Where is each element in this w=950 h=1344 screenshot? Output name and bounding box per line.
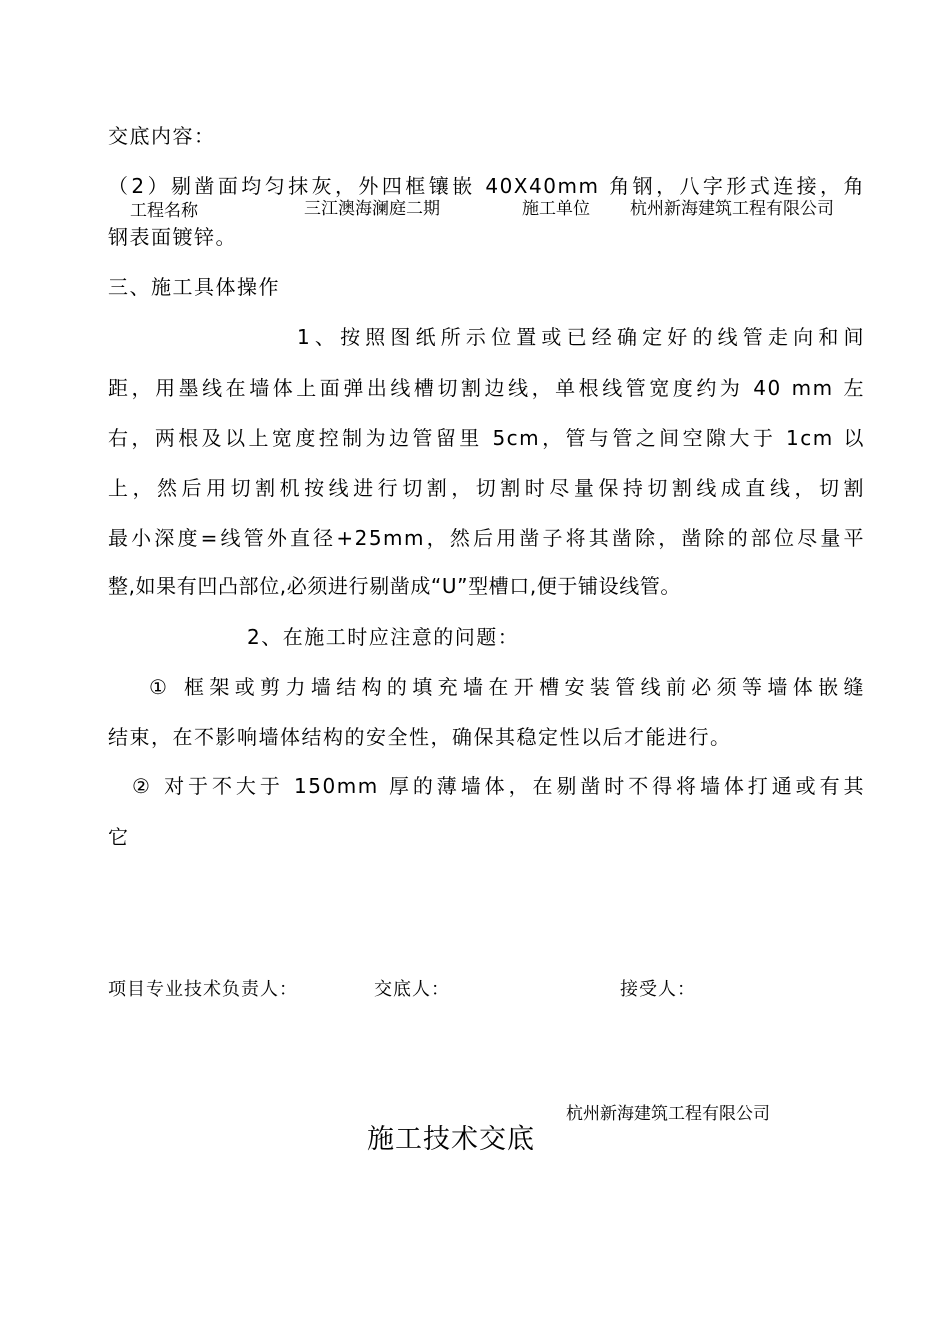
step-1-line-4: 上，然后用切割机按线进行切割，切割时尽量保持切割线成直线，切割 [108, 476, 865, 500]
footer-company-name: 杭州新海建筑工程有限公司 [566, 1104, 770, 1123]
paragraph-2-line-1: （2）剔凿面均匀抹灰，外四框镶嵌 40X40mm 角钢，八字形式连接，角 [108, 174, 865, 198]
paragraph-2-line-2: 钢表面镀锌。 [108, 225, 237, 249]
step-1-line-2: 距，用墨线在墙体上面弹出线槽切割边线，单根线管宽度约为 40 mm 左 [108, 376, 865, 400]
tech-lead-signature-label: 项目专业技术负责人： [108, 979, 298, 1000]
receiver-signature-label: 接受人： [620, 979, 696, 1000]
section-3-heading: 三、施工具体操作 [108, 275, 280, 299]
item-2-line-2: 它 [108, 825, 130, 849]
step-2-heading: 2、在施工时应注意的问题： [247, 625, 520, 649]
contractor-value: 杭州新海建筑工程有限公司 [630, 199, 834, 218]
content-heading: 交底内容： [108, 124, 216, 148]
step-1-line-1: 1、按照图纸所示位置或已经确定好的线管走向和间 [297, 325, 865, 349]
step-1-line-6: 整,如果有凹凸部位,必须进行剔凿成“U”型槽口,便于铺设线管。 [108, 574, 682, 598]
item-1-line-1: ① 框架或剪力墙结构的填充墙在开槽安装管线前必须等墙体嵌缝 [149, 675, 865, 699]
step-1-line-3: 右，两根及以上宽度控制为边管留里 5cm，管与管之间空隙大于 1cm 以 [108, 426, 865, 450]
project-name-value: 三江澳海澜庭二期 [304, 199, 440, 218]
item-2-line-1: ② 对于不大于 150mm 厚的薄墙体，在剔凿时不得将墙体打通或有其 [132, 774, 865, 798]
document-title: 施工技术交底 [367, 1124, 535, 1155]
presenter-signature-label: 交底人： [374, 979, 450, 1000]
step-1-line-5: 最小深度=线管外直径+25mm，然后用凿子将其凿除，凿除的部位尽量平 [108, 526, 865, 550]
item-1-line-2: 结束，在不影响墙体结构的安全性，确保其稳定性以后才能进行。 [108, 725, 732, 749]
contractor-label: 施工单位 [522, 199, 590, 218]
project-name-label: 工程名称 [130, 201, 198, 220]
